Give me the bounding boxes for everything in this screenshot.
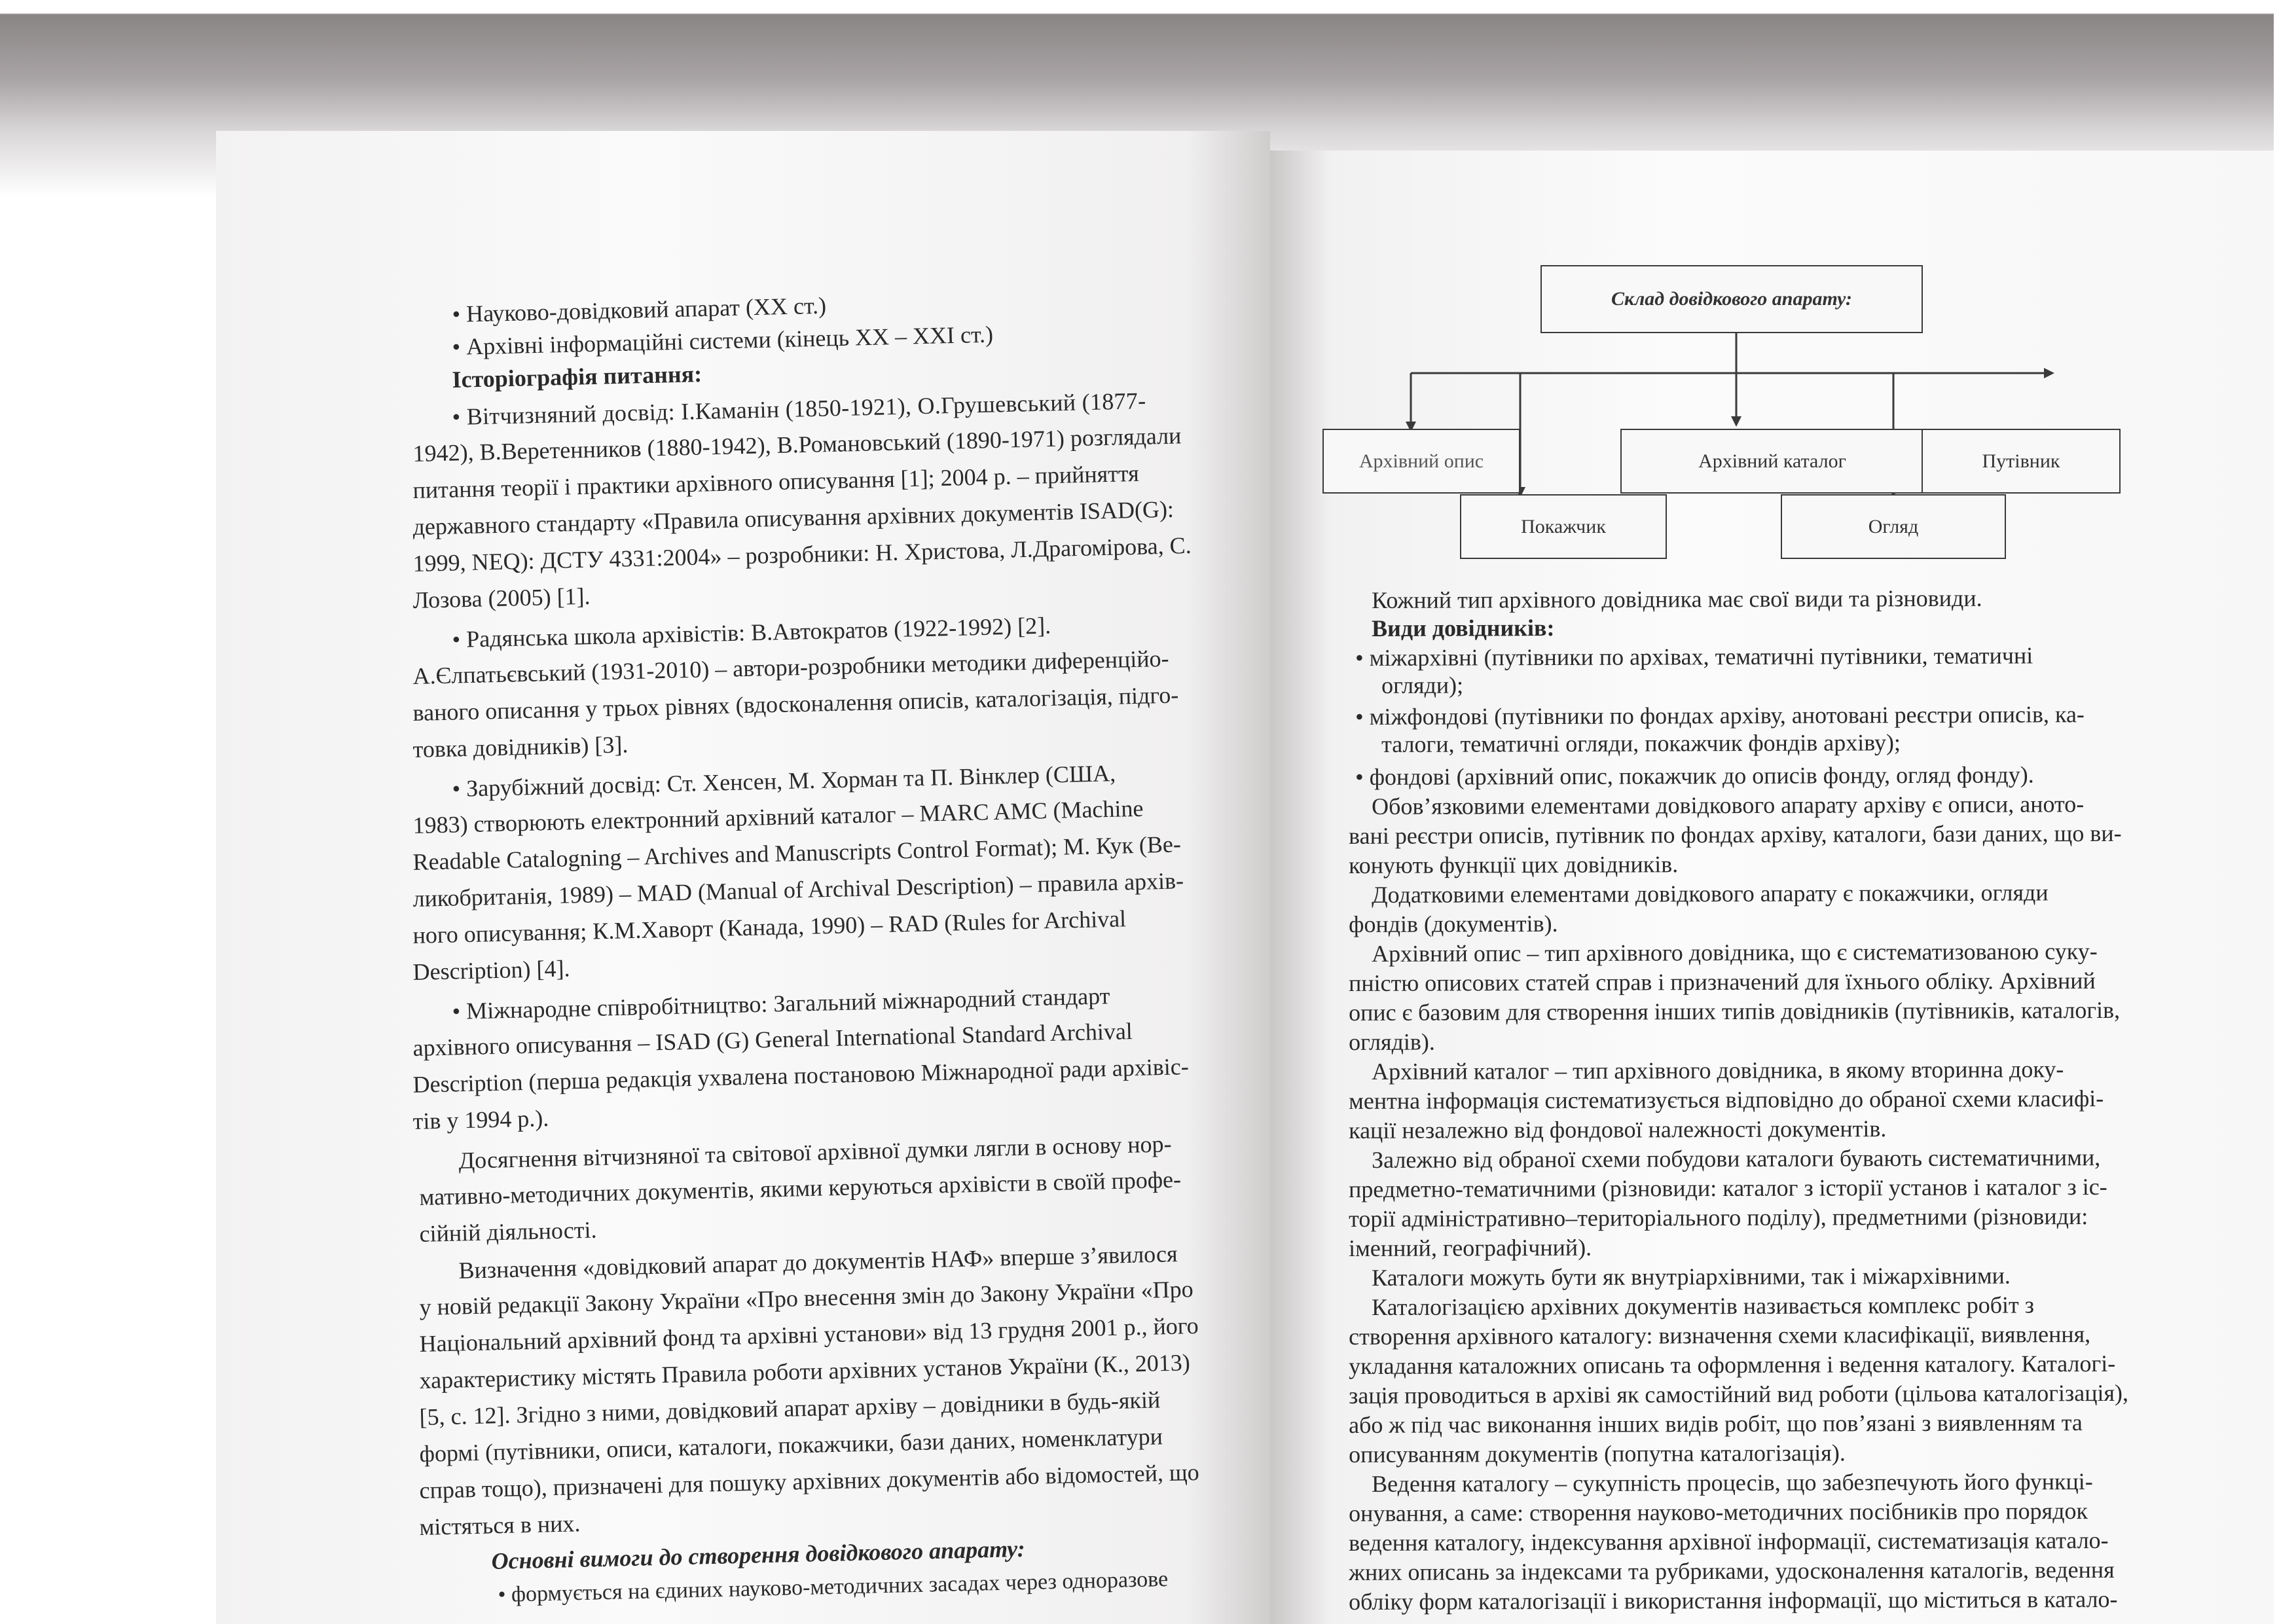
text-line: пністю описових статей справ і призначений для їхнього обліку. Архівний [1349, 967, 2096, 996]
text-line: формі (путівники, описи, каталоги, покажчики, бази даних, номенклатури [419, 1423, 1163, 1467]
box-label: Покажчик [1521, 515, 1606, 537]
text-line: Додатковими елементами довідкового апарату є покажчики, огляди [1372, 879, 2049, 908]
text-line: 1999, NEQ): ДСТУ 4331:2004» – розробники: Н. Христова, Л.Драгомірова, С. [412, 532, 1192, 577]
diagram-box-archival-inventory [1322, 429, 1520, 494]
text-line: ведення каталогу, індексування архівної інформації, систематизація катало- [1349, 1526, 2109, 1556]
bullet-line: • Архівні інформаційні системи (кінець ХХ – ХХІ ст.) [452, 321, 994, 360]
text-line: • міжархівні (путівники по архівах, тематичні путівники, тематичні [1355, 642, 2033, 671]
text-line: іменний, географічний). [1349, 1234, 1592, 1261]
text-line: конують функції цих довідників. [1349, 851, 1679, 878]
text-line: Ведення каталогу – сукупність процесів, що забезпечують його функці- [1372, 1468, 2093, 1497]
bullet-line: • Науково-довідковий апарат (ХХ ст.) [452, 292, 827, 327]
text-line: Досягнення вітчизняної та світової архівної думки лягли в основу нор- [458, 1130, 1172, 1174]
box-label: Огляд [1868, 515, 1919, 537]
subsection-heading: Основні вимоги до створення довідкового апарату: [491, 1535, 1026, 1574]
box-label: Архівний опис [1358, 450, 1484, 472]
text-line: Національний архівний фонд та архівні установи» від 13 грудня 2001 р., його [419, 1312, 1199, 1357]
text-line: [5, с. 12]. Згідно з ними, довідковий апарат архіву – довідники в будь-якій [419, 1386, 1161, 1430]
diagram-box-archival-catalog [1620, 429, 1924, 494]
text-line: державного стандарту «Правила описування архівних документів ISAD(G): [412, 496, 1175, 540]
diagram-title-box [1540, 265, 1923, 333]
text-line: або ж під час виконання інших видів робіт, що пов’язані з виявленням та [1349, 1409, 2083, 1438]
text-line: торії адміністративно–територіального поділу), предметними (різновиди: [1349, 1203, 2088, 1232]
text-line: • Міжнародне співробітництво: Загальний міжнародний стандарт [452, 983, 1110, 1024]
text-line: • фондові (архівний опис, покажчик до описів фонду, огляд фонду). [1355, 761, 2034, 790]
text-line: кації незалежно від фондової належності документів. [1349, 1115, 1887, 1144]
text-line: 1942), В.Веретенников (1880-1942), В.Романовський (1890-1971) розглядали [412, 422, 1182, 467]
text-line: містяться в них. [419, 1510, 581, 1540]
text-line: тів у 1994 р.). [412, 1105, 549, 1134]
text-line: Readable Catalogning – Archives and Manuscripts Control Format); М. Кук (Ве- [412, 831, 1182, 875]
text-line: сійній діяльності. [419, 1216, 597, 1247]
text-line: характеристику містять Правила роботи архівних установ України (К., 2013) [419, 1349, 1191, 1394]
text-line: • Вітчизняний досвід: І.Каманін (1850-1921), О.Грушевський (1877- [452, 388, 1146, 430]
text-line: питання теорії і практики архівного описування [1]; 2004 р. – прийняття [412, 460, 1140, 503]
text-line: Архівний опис – тип архівного довідника, що є систематизованою суку- [1372, 938, 2098, 967]
text-line: 1983) створюють електронний архівний каталог – MARC AMC (Machine [412, 795, 1144, 839]
text-line: оглядів). [1349, 1028, 1435, 1055]
text-line: Обов’язковими елементами довідкового апарату архіву є описи, аното- [1372, 791, 2085, 820]
text-line: Архівний каталог – тип архівного довідника, в якому вторинна доку- [1372, 1056, 2064, 1085]
text-line: огляди); [1381, 672, 1464, 698]
text-line: опис є базовим для створення інших типів довідників (путівників, каталогів, [1349, 996, 2121, 1026]
text-line: Залежно від обраної схеми побудови каталоги бувають систематичними, [1372, 1144, 2101, 1173]
text-line: Каталоги можуть бути як внутріархівними, так і міжархівними. [1372, 1262, 2011, 1291]
text-line: ликобританія, 1989) – MAD (Manual of Archival Description) – правила архів- [412, 867, 1184, 912]
text-line: укладання каталожних описань та оформлення і ведення каталогу. Каталогі- [1349, 1350, 2116, 1379]
text-line: створення архівного каталогу: визначення схеми класифікації, виявлення, [1349, 1321, 2091, 1350]
text-line: описуванням документів (попутна каталогізація). [1349, 1439, 1846, 1468]
text-line: А.Єлпатьєвський (1931-2010) – автори-розробники методики диференційо- [412, 645, 1169, 689]
text-line: жних описань за індексами та рубриками, удосконалення каталогів, ведення [1349, 1556, 2115, 1585]
text-line: ментна інформація систематизується відповідно до обраної схеми класифі- [1349, 1085, 2104, 1114]
text-line: обліку форм каталогізації і використання інформації, що міститься в катало- [1349, 1585, 2118, 1615]
text-line: Кожний тип архівного довідника має свої види та різновиди. [1372, 585, 1982, 613]
diagram-box-review [1781, 494, 2006, 559]
text-line: предметно-тематичними (різновиди: каталог з історії установ і каталог з іс- [1349, 1173, 2107, 1202]
diagram-box-guide [1922, 429, 2121, 494]
text-line: Лозова (2005) [1]. [412, 583, 591, 613]
diagram-title: Склад довідкового апарату: [1611, 288, 1852, 310]
text-line: • Радянська школа архівістів: В.Автократов (1922-1992) [2]. [452, 612, 1051, 653]
text-line: Description (перша редакція ухвалена постановою Міжнародної ради архівіс- [412, 1053, 1190, 1098]
text-line: справ тощо), призначені для пошуку архівних документів або відомостей, що [419, 1458, 1200, 1504]
text-line: • формується на єдиних науково-методичних засадах через одноразове [498, 1566, 1169, 1607]
text-line: Description) [4]. [412, 955, 570, 985]
text-line: Каталогізацією архівних документів називається комплекс робіт з [1372, 1291, 2035, 1320]
section-heading: Історіографія питання: [452, 361, 702, 393]
text-line: архівного описування – ISAD (G) General International Standard Archival [412, 1018, 1133, 1061]
section-heading: Види довідників: [1372, 615, 1555, 641]
text-line: мативно-методичних документів, якими керуються архівісти в своїй профе- [419, 1166, 1182, 1210]
text-line: у новій редакції Закону України «Про внесення змін до Закону України «Про [419, 1276, 1194, 1320]
text-line: товка довідників) [3]. [412, 731, 629, 763]
diagram-box-index [1460, 494, 1667, 559]
text-line: • Зарубіжний досвід: Ст. Хенсен, М. Хорман та П. Вінклер (США, [452, 760, 1116, 802]
text-line: онування, а саме: створення науково-методичних посібників про порядок [1349, 1498, 2088, 1526]
text-line: фондів (документів). [1349, 910, 1558, 937]
scan-edge [2274, 0, 2296, 1624]
box-label: Архівний каталог [1698, 450, 1846, 472]
text-line: ного описування; К.М.Хаворт (Канада, 1990) – RAD (Rules for Archival [412, 905, 1127, 948]
text-line: вані реєстри описів, путівник по фондах архіву, каталоги, бази даних, що ви- [1349, 820, 2122, 849]
text-line: • міжфондові (путівники по фондах архіву, анотовані реєстри описів, ка- [1355, 701, 2085, 730]
text-line: Визначення «довідковий апарат до документів НАФ» вперше з’явилося [458, 1240, 1178, 1284]
text-line: ваного описання у трьох рівнях (вдосконалення описів, каталогізація, підго- [412, 681, 1179, 726]
box-label: Путівник [1982, 450, 2060, 472]
text-line: зація проводиться в архіві як самостійний вид роботи (цільова каталогізація), [1349, 1379, 2129, 1409]
text-line: талоги, тематичні огляди, покажчик фондів архіву); [1381, 729, 1901, 757]
